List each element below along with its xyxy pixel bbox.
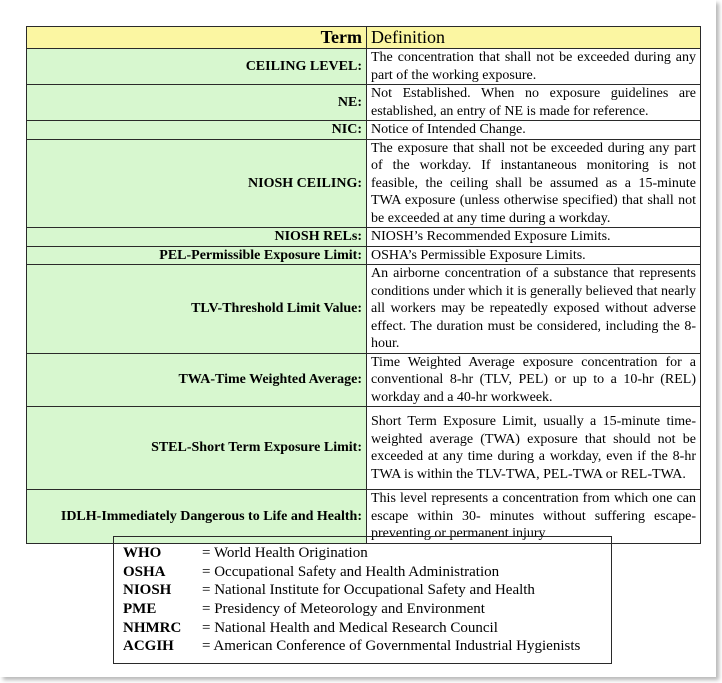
definition-cell: Not Established. When no exposure guidelines are established, an entry of NE is made for reference.: [367, 85, 701, 121]
abbreviation-code: NHMRC: [123, 619, 182, 636]
definition-cell: This level represents a concentration from which one can escape within 30- minutes without suffering escape-preventing or permanent injury: [367, 490, 701, 544]
term-cell: TWA-Time Weighted Average:: [27, 353, 367, 407]
table-row: [27, 490, 701, 544]
definition-cell: OSHA’s Permissible Exposure Limits.: [367, 246, 701, 265]
term-cell: NE:: [27, 85, 367, 121]
abbreviation-code: WHO: [123, 545, 162, 561]
table-row: [27, 246, 701, 265]
definition-cell: Time Weighted Average exposure concentration for a conventional 8-hr (TLV, PEL) or up to a 10-hr (REL) workday and a 40-hr workweek.: [367, 353, 701, 407]
table-header-row: [27, 27, 701, 49]
definition-cell: NIOSH’s Recommended Exposure Limits.: [367, 228, 701, 247]
abbreviation-row: [123, 637, 611, 656]
abbreviation-meaning: = Occupational Safety and Health Administration: [202, 563, 500, 580]
table-row: [27, 353, 701, 407]
definition-column-header: Definition: [367, 27, 701, 49]
abbreviation-code: PME: [123, 601, 157, 618]
table-row: [27, 407, 701, 490]
abbreviation-meaning: = American Conference of Governmental Industrial Hygienists: [202, 638, 581, 655]
term-column-header: Term: [27, 27, 367, 49]
abbreviation-meaning: = National Institute for Occupational Safety and Health: [202, 582, 535, 599]
table-row: [27, 85, 701, 121]
abbreviation-row: [123, 544, 611, 563]
abbreviation-row: [123, 581, 611, 600]
abbreviation-row: [123, 600, 611, 619]
term-cell: NIOSH RELs:: [27, 228, 367, 247]
abbreviation-meaning: = National Health and Medical Research Council: [202, 619, 498, 636]
terms-table: [26, 26, 701, 544]
term-cell: STEL-Short Term Exposure Limit:: [27, 407, 367, 490]
abbreviation-code: NIOSH: [123, 582, 172, 599]
abbreviation-meaning: = World Health Origination: [202, 545, 368, 561]
term-cell: PEL-Permissible Exposure Limit:: [27, 246, 367, 265]
table-row: [27, 265, 701, 354]
term-cell: IDLH-Immediately Dangerous to Life and Health:: [27, 490, 367, 544]
definition-cell: Notice of Intended Change.: [367, 121, 701, 140]
table-row: [27, 139, 701, 228]
abbreviation-code: OSHA: [123, 563, 166, 580]
abbreviation-row: [123, 619, 611, 638]
abbreviation-meaning: = Presidency of Meteorology and Environment: [202, 601, 485, 618]
definition-cell: The exposure that shall not be exceeded during any part of the workday. If instantaneous monitoring is not feasible, the ceiling shall be assumed as a 15-minute TWA exposure (unless otherwise specified) that shall not be exceeded at any time during a workday.: [367, 139, 701, 228]
term-cell: TLV-Threshold Limit Value:: [27, 265, 367, 354]
table-row: [27, 228, 701, 247]
abbreviation-row: [123, 563, 611, 582]
abbreviation-code: ACGIH: [123, 638, 174, 655]
definition-cell: An airborne concentration of a substance that represents conditions under which it is generally believed that nearly all workers may be repeatedly exposed without adverse effect. The duration must be considered, including the 8-hour.: [367, 265, 701, 354]
term-cell: NIOSH CEILING:: [27, 139, 367, 228]
definition-cell: The concentration that shall not be exceeded during any part of the working exposure.: [367, 49, 701, 85]
table-row: [27, 121, 701, 140]
table-row: [27, 49, 701, 85]
abbreviations-legend: [113, 536, 612, 664]
term-cell: CEILING LEVEL:: [27, 49, 367, 85]
definition-cell: Short Term Exposure Limit, usually a 15-minute time-weighted average (TWA) exposure that should not be exceeded at any time during a workday, even if the 8-hr TWA is within the TLV-TWA, PEL-TWA or REL-TWA.: [367, 407, 701, 490]
term-cell: NIC:: [27, 121, 367, 140]
